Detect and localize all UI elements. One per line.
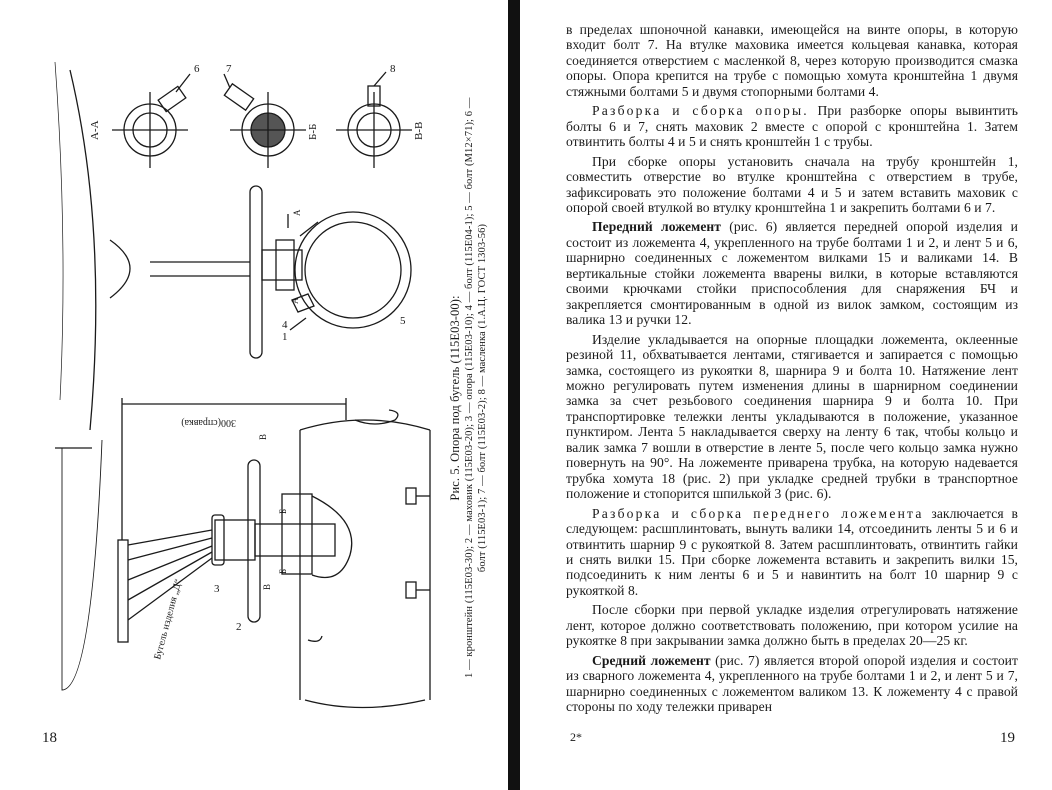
section-b-b — [224, 74, 306, 168]
section-label: А-А — [89, 120, 101, 140]
paragraph-3: При сборке опоры установить сначала на трубу кронштейн 1, совместить отверстие во втулке кронштейна с отверстием в трубе, зафиксировать это положение болтами 4 и 5 и затем вставить маховик с опорой своей втулкой во втулку кронштейна 1 и закрепить болтами 6 и 7. — [566, 153, 1018, 215]
callout-number: 1 — [282, 331, 288, 343]
paragraph-4: Передний ложемент (рис. 6) является передней опорой изделия и состоит из ложемента 4, укрепленного на трубе болтами 1 и 2, и лент 5 и 6, шарнирно соединенных с ложементом вилками 15 и валиками 14. В вертикальные стойки ложемента вварены вилки, в которые вставляются своими крючками стойки приспособления для снаряжения БЧ и закрепляется смонтированным в одной из вилок замком, состоящим из валика 13 и ручки 12. — [566, 219, 1018, 328]
bracket-side-view — [110, 186, 411, 358]
section-label: Б-Б — [307, 123, 319, 140]
section-a-a — [112, 74, 190, 168]
paragraph-7: После сборки при первой укладке изделия отрегулировать натяжение лент, которое должно соответствовать положению, при котором усилие на рукоятке 8 при закрывании замка должно быть в пределах 20—25 кг. — [566, 602, 1018, 649]
section-label: В-В — [413, 121, 425, 140]
callout-number: 6 — [194, 63, 200, 75]
callout-number: 7 — [226, 63, 232, 75]
page-number-left: 18 — [42, 730, 57, 746]
section-heading-middle: Средний ложемент — [592, 652, 711, 668]
callout-number: 5 — [400, 315, 406, 327]
callout-number: 2 — [236, 621, 242, 633]
bottom-assembly — [118, 398, 430, 708]
paragraph-5: Изделие укладывается на опорные площадки ложемента, оклеенные резиной 11, обхватывается лентами, стягивается и запирается с помощью замка, состоящего из рукоятки 8, шарнира 9 и болта 10. Натяжение лент можно регулировать путем изменения длины в шарнирном соединении замка за счет резьбового соединения шарнира 9 и болта 10. При транспортировке тележки ленты укладываются в положение, указанное пунктиром. Лента 5 накладывается сверху на ленту 6 так, чтобы кольцо и валик замка 7 вошли в отверстие в ленте 5, после чего кольцо замка нужно повернуть на 90°. На ложементе приварена трубка, на которую надевается трубка хомута 18 (рис. 2) при укладке средней трубки в транспортное положение и стопорится шпилькой 3 (рис. 6). — [566, 331, 1018, 502]
signature-mark: 2* — [570, 730, 582, 744]
view-letter: Б — [278, 508, 288, 514]
section-heading-front: Передний ложемент — [592, 219, 722, 235]
page-number-right: 19 — [1000, 730, 1015, 746]
section-v-v — [336, 72, 412, 168]
callout-number: 8 — [390, 63, 396, 75]
callout-number: 4 — [282, 319, 288, 331]
view-letter: А — [290, 297, 300, 304]
book-gutter — [508, 0, 520, 790]
paragraph-6: Разборка и сборка переднего ложемента заключается в следующем: расшплинтовать, вынуть валики 14, отсоединить ленты 5 и 6 и отвинтить шарнир 9 с рукояткой 8. Затем расшплинтовать, отвинтить гайки и снять вилки 15. При сборке ложемента вставить и закрепить вилки 15, подсоединить к ним ленты 6 и 5 и навинтить на болт 10 шарнир 9 с рукояткой 8. — [566, 505, 1018, 598]
figure-5-drawing — [0, 0, 510, 790]
figure-legend-1: 1 — кронштейн (115Е03-30); 2 — маховик (115Е03-20); 3 — опора (115Е03-10); 4 — болт (115Е04-1); 5 — болт (М12×71); 6 — — [464, 97, 475, 678]
view-letter: В — [262, 583, 272, 590]
paragraph-2: Разборка и сборка опоры. При разборке опоры вывинтить болты 6 и 7, снять маховик 2 вместе с опорой с кронштейна 1. Затем отвинтить болты 4 и 5 и снять кронштейн 1 с трубы. — [566, 103, 1018, 150]
bugel-annotation: Бугель изделия „Д“ — [152, 577, 185, 661]
right-page-body — [566, 22, 1018, 718]
figure-title: Рис. 5. Опора под бугель (115Е03-00): — [448, 295, 462, 501]
section-heading-front-assembly: Разборка и сборка переднего ложемента — [592, 505, 924, 521]
figure-legend-2: болт (115Е03-1); 7 — болт (115Е03-2); 8 — масленка (1.А.Ц. ГОСТ 1303-56) — [477, 223, 488, 573]
dimension-label: 300(справка) — [181, 417, 236, 428]
left-page — [0, 0, 510, 790]
view-letter: Б — [278, 568, 288, 574]
section-heading-support: Разборка и сборка опоры. — [592, 103, 809, 119]
paragraph-1: в пределах шпоночной канавки, имеющейся на винте опоры, в которую входит болт 7. На втулке маховика имеется кольцевая канавка, которая соединяется отверстием с масленкой 8, через которую производится смазка опоры. Опора крепится на трубе с помощью хомута кронштейна 1 двумя стяжными болтами 5 и двумя стопорными болтами 4. — [566, 22, 1018, 99]
view-letter: А — [292, 209, 302, 216]
paragraph-8: Средний ложемент (рис. 7) является второй опорой изделия и состоит из сварного ложемента 4, укрепленного на трубе болтами 1 и 2, и лент 5 и 7, шарнирно соединенных с ложементом валиком 13. К ложементу 4 с правой стороны по ходу тележки приварен — [566, 652, 1018, 715]
callout-number: 3 — [214, 583, 220, 595]
view-letter: В — [258, 433, 268, 440]
